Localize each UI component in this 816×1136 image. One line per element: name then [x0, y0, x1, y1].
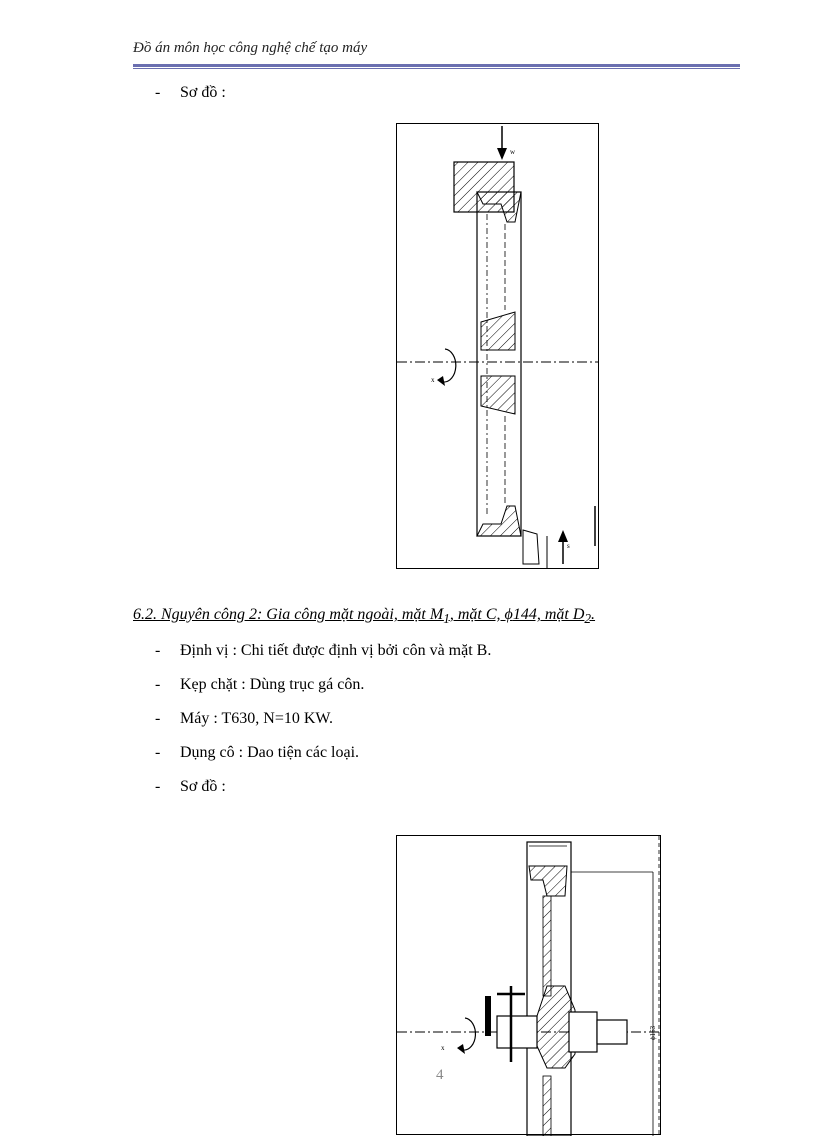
bullet-item: - Máy : T630, N=10 KW. — [155, 710, 334, 727]
machining-diagram-2 — [396, 835, 661, 1135]
machining-diagram-1 — [396, 123, 599, 569]
label-s: s — [567, 542, 570, 550]
bullet-item: - Sơ đồ : — [155, 778, 226, 795]
section-title: 6.2. Nguyên công 2: Gia công mặt ngoài, mặt $M_1$, mặt C, ϕ144, mặt $D_2$. — [133, 606, 596, 627]
header-rule-thick — [133, 64, 740, 67]
bullet-item: - Kẹp chặt : Dùng trục gá côn. — [155, 676, 365, 693]
header-rule-thin — [133, 68, 740, 69]
label-x: x — [431, 376, 435, 384]
label-x2: x — [441, 1044, 445, 1052]
page-number: 4 — [436, 1067, 444, 1083]
label-diameter: ϕ163 — [649, 1025, 657, 1040]
bullet-item: - Sơ đồ : — [155, 84, 226, 101]
label-w: w — [510, 148, 516, 156]
page-header-title: Đồ án môn học công nghệ chế tạo máy — [133, 40, 368, 56]
bullet-item: - Định vị : Chi tiết được định vị bởi côn và mặt B. — [155, 642, 492, 659]
bullet-item: - Dụng cô : Dao tiện các loại. — [155, 744, 360, 761]
